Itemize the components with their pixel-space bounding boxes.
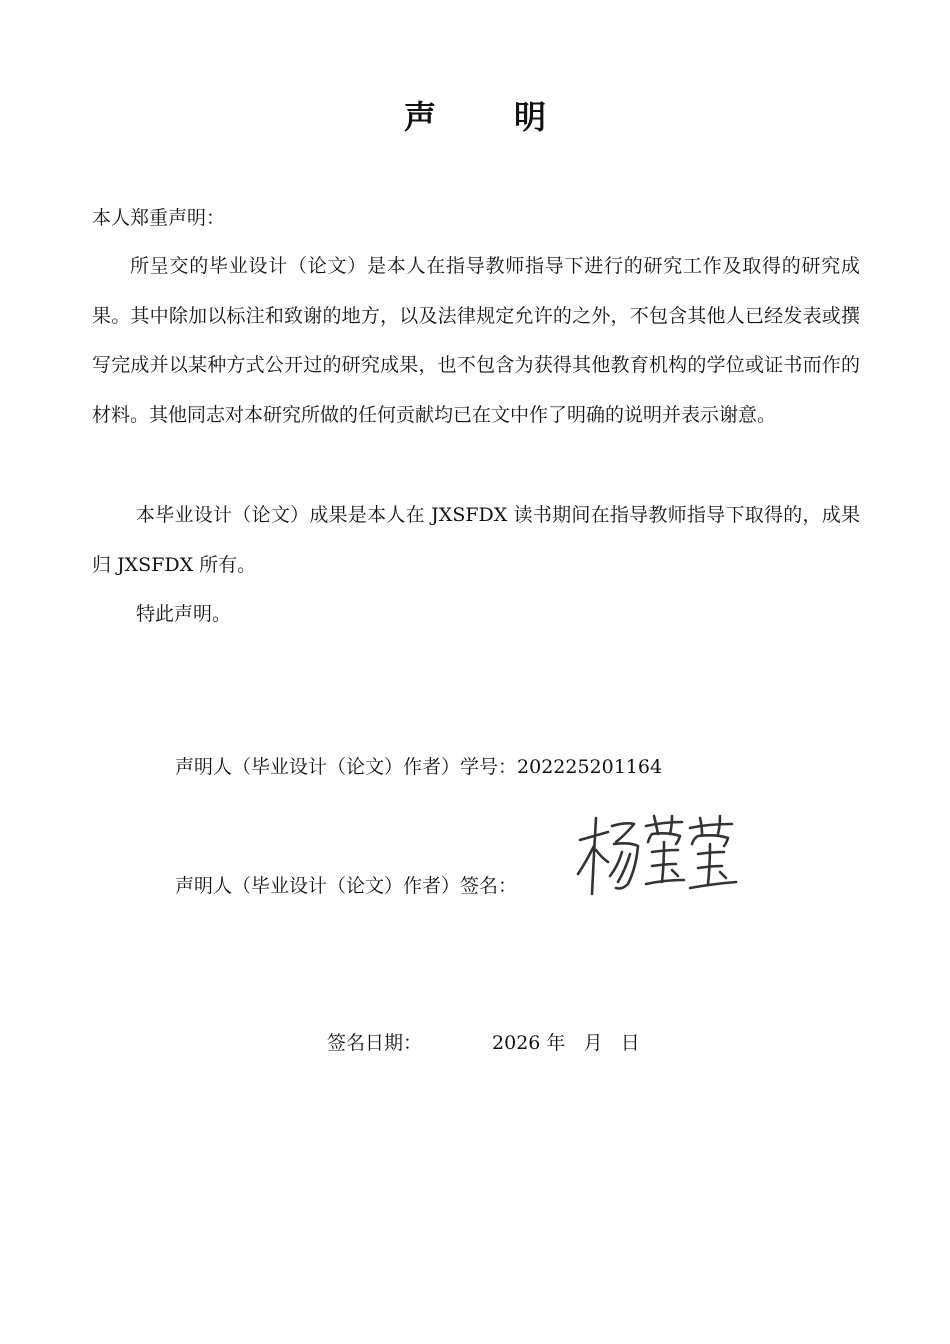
date-label: 签名日期： [327,1032,423,1054]
date-month-unit: 月 [583,1032,603,1054]
intro-line: 本人郑重声明： [92,207,226,229]
student-id-label: 声明人（毕业设计（论文）作者）学号： [175,756,518,778]
declaration-paragraph-2: 本毕业设计（论文）成果是本人在 JXSFDX 读书期间在指导教师指导下取得的，成果归 JXSFDX 所有。 [92,504,860,576]
date-day-unit: 日 [620,1032,640,1054]
date-year: 2026 [492,1032,541,1054]
date-year-unit: 年 [546,1032,566,1054]
declaration-paragraph-1: 所呈交的毕业设计（论文）是本人在指导教师指导下进行的研究工作及取得的研究成果。其中除加以标注和致谢的地方，以及法律规定允许的之外，不包含其他人已经发表或撰写完成并以某种方式公开过的研究成果，也不包含为获得其他教育机构的学位或证书而作的材料。其他同志对本研究所做的任何贡献均已在文中作了明确的说明并表示谢意。 [92,255,860,426]
student-id-value: 202225201164 [517,756,663,778]
signature-date-line [327,1028,640,1055]
declaration-paragraph-3: 特此声明。 [136,603,232,625]
page-title [0,92,950,138]
signature-label: 声明人（毕业设计（论文）作者）签名： [175,875,518,897]
signature-line [175,871,517,898]
title-char-2: 明 [514,98,547,136]
student-id-line [175,752,662,779]
handwritten-signature [572,812,740,900]
title-char-1: 声 [403,98,436,136]
